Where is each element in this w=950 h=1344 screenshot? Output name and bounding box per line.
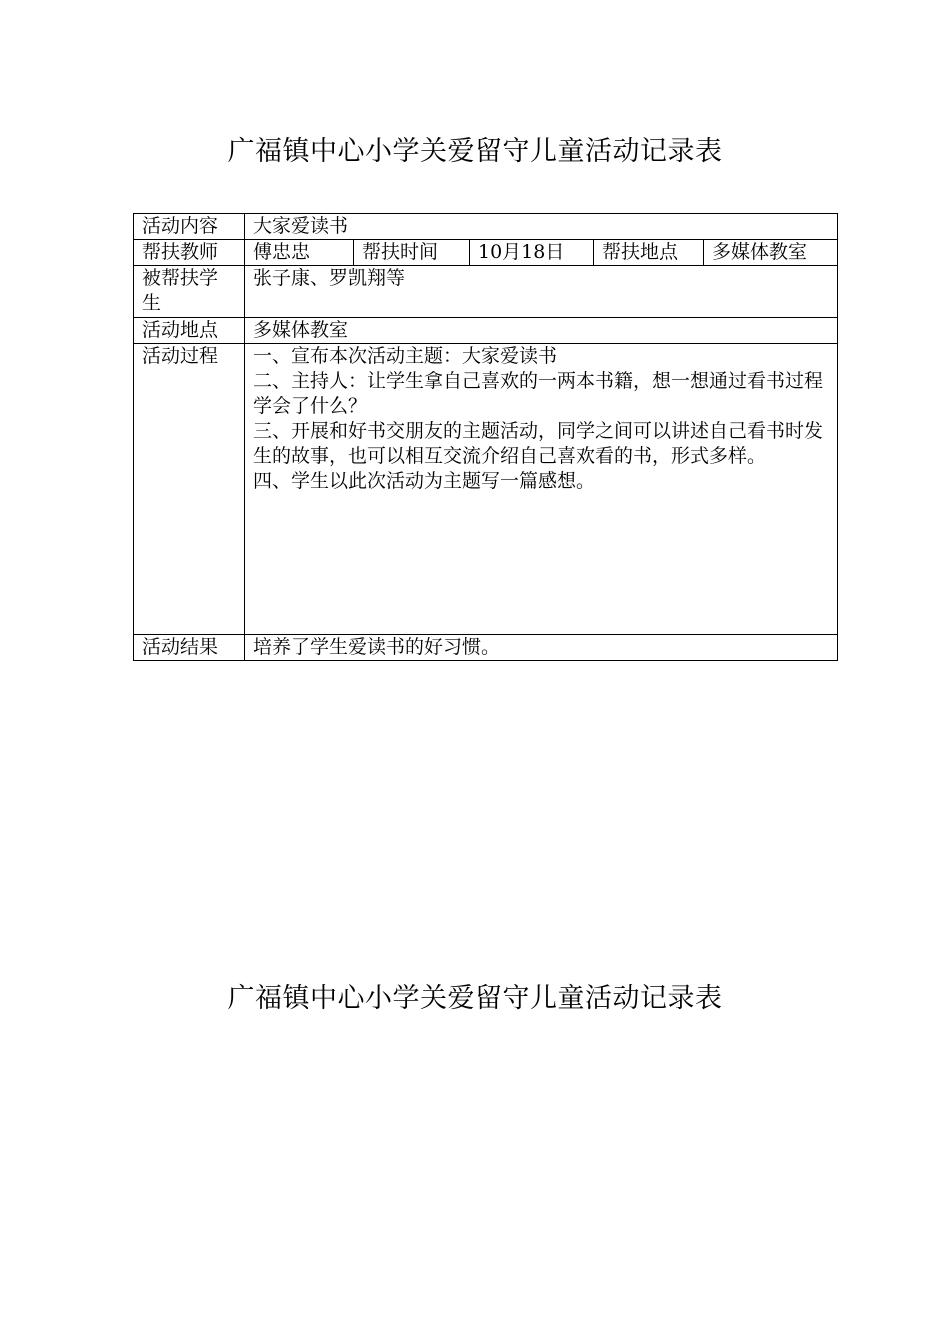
result-value: 培养了学生爱读书的好习惯。	[245, 635, 838, 661]
time-label: 帮扶时间	[354, 240, 470, 266]
students-label: 被帮扶学生	[134, 266, 245, 318]
second-page-title: 广福镇中心小学关爱留守儿童活动记录表	[227, 983, 723, 1014]
location-row	[134, 318, 838, 344]
place-label: 帮扶地点	[594, 240, 704, 266]
process-step-2: 二、主持人：让学生拿自己喜欢的一两本书籍，想一想通过看书过程学会了什么？	[253, 370, 824, 417]
students-value: 张子康、罗凯翔等	[245, 266, 838, 318]
content-row	[134, 214, 838, 240]
location-label: 活动地点	[134, 318, 245, 344]
process-label: 活动过程	[134, 344, 245, 635]
activity-record-table	[133, 213, 838, 661]
process-step-3: 三、开展和好书交朋友的主题活动，同学之间可以讲述自己看书时发生的故事，也可以相互交流介绍自己喜欢看的书，形式多样。	[253, 420, 824, 467]
location-value: 多媒体教室	[245, 318, 838, 344]
result-label: 活动结果	[134, 635, 245, 661]
content-value: 大家爱读书	[245, 214, 838, 240]
time-value: 10月18日	[470, 240, 594, 266]
students-row	[134, 266, 838, 318]
page-title: 广福镇中心小学关爱留守儿童活动记录表	[227, 136, 723, 167]
teacher-value: 傅忠忠	[245, 240, 354, 266]
content-label: 活动内容	[134, 214, 245, 240]
process-row	[134, 344, 838, 635]
teacher-label: 帮扶教师	[134, 240, 245, 266]
process-content	[245, 344, 838, 635]
process-step-1: 一、宣布本次活动主题：大家爱读书	[253, 345, 558, 367]
process-step-4: 四、学生以此次活动为主题写一篇感想。	[253, 470, 596, 492]
place-value: 多媒体教室	[704, 240, 838, 266]
teacher-row	[134, 240, 838, 266]
result-row	[134, 635, 838, 661]
